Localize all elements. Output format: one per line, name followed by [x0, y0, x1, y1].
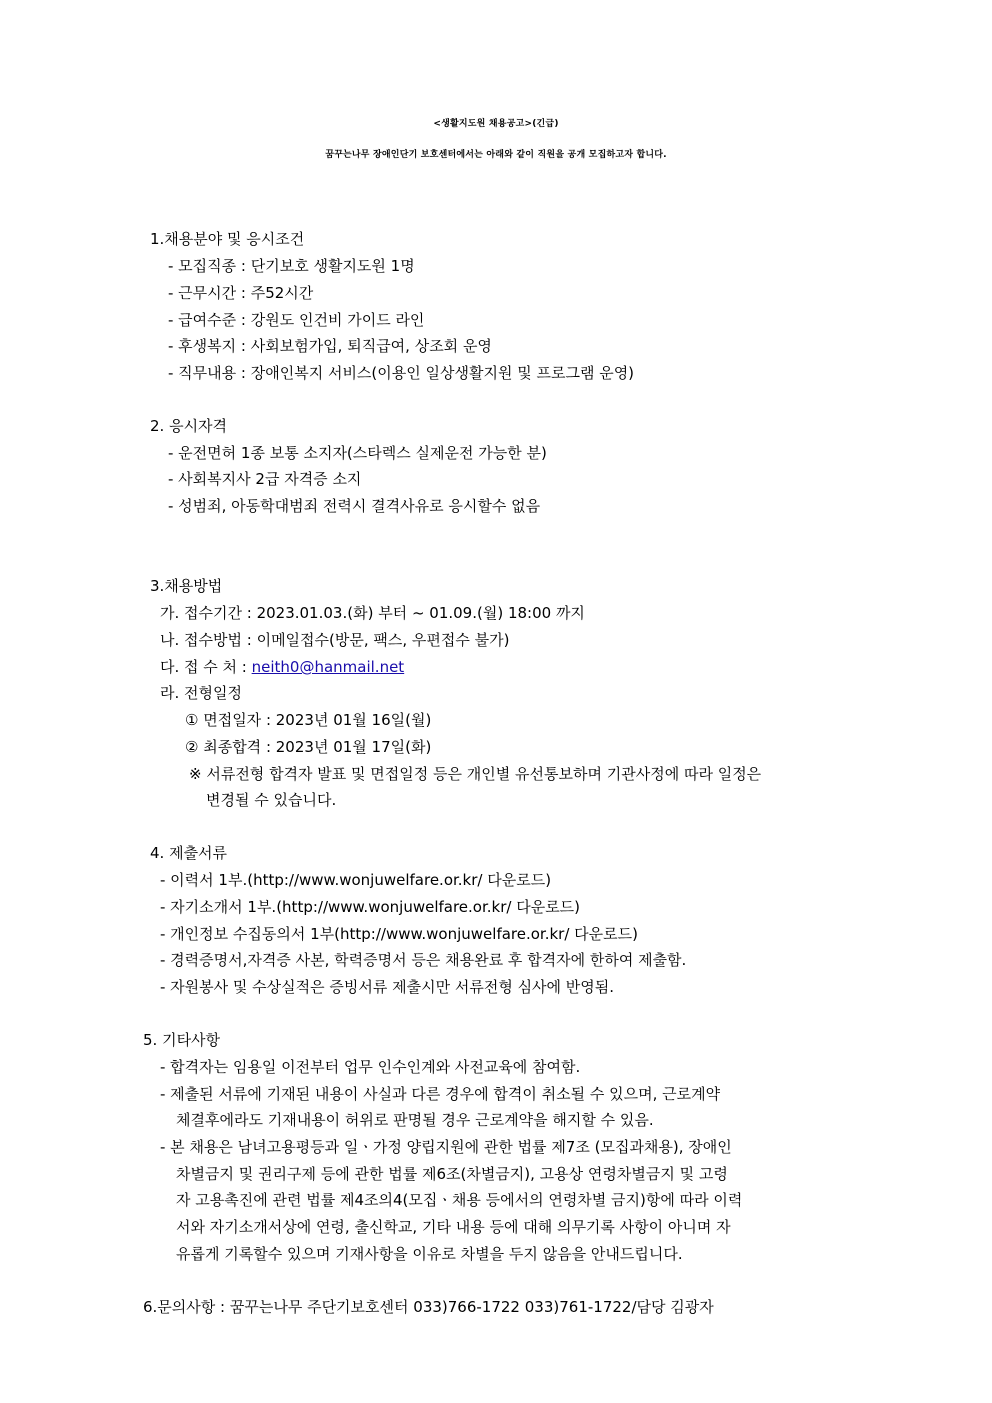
section-5-line: 차별금지 및 권리구제 등에 관한 법률 제6조(차별금지), 고용상 연령차별금지 및 고령	[176, 1165, 728, 1183]
reception-place-label: 다. 접 수 처 :	[160, 658, 252, 676]
section-5-line: - 본 채용은 남녀고용평등과 일ㆍ가정 양립지원에 관한 법률 제7조 (모집과채용), 장애인	[160, 1138, 732, 1156]
reception-method: 나. 접수방법 : 이메일접수(방문, 팩스, 우편접수 불가)	[160, 631, 510, 649]
section-2-item: - 사회복지사 2급 자격증 소지	[168, 470, 362, 488]
contact-info: 6.문의사항 : 꿈꾸는나무 주단기보호센터 033)766-1722 033)761-1722/담당 김광자	[143, 1298, 714, 1316]
section-5-heading: 5. 기타사항	[143, 1031, 221, 1049]
section-4-item: - 자원봉사 및 수상실적은 증빙서류 제출시만 서류전형 심사에 반영됨.	[160, 978, 615, 996]
section-4-item: - 경력증명서,자격증 사본, 학력증명서 등은 채용완료 후 합격자에 한하여 제출함.	[160, 951, 687, 969]
section-5-line: - 합격자는 임용일 이전부터 업무 인수인계와 사전교육에 참여함.	[160, 1058, 581, 1076]
section-5-line: - 제출된 서류에 기재된 내용이 사실과 다른 경우에 합격이 취소될 수 있으며, 근로계약	[160, 1085, 721, 1103]
section-4-item: - 이력서 1부.(http://www.wonjuwelfare.or.kr/ 다운로드)	[160, 871, 552, 889]
email-link[interactable]: neith0@hanmail.net	[251, 658, 405, 676]
reception-period: 가. 접수기간 : 2023.01.03.(화) 부터 ~ 01.09.(월) 18:00 까지	[160, 604, 585, 622]
final-pass-date: ② 최종합격 : 2023년 01월 17일(화)	[185, 738, 432, 756]
section-3-heading: 3.채용방법	[150, 577, 223, 595]
section-1-heading: 1.채용분야 및 응시조건	[150, 230, 305, 248]
selection-schedule: 라. 전형일정	[160, 684, 242, 702]
section-2-item: - 운전면허 1종 보통 소지자(스타렉스 실제운전 가능한 분)	[168, 444, 547, 462]
section-2-heading: 2. 응시자격	[150, 417, 228, 435]
section-1-item: - 근무시간 : 주52시간	[168, 284, 314, 302]
document-title: <생활지도원 채용공고>(긴급)	[433, 119, 559, 129]
schedule-note: ※ 서류전형 합격자 발표 및 면접일정 등은 개인별 유선통보하며 기관사정에 따라 일정은	[189, 765, 762, 783]
document-subtitle: 꿈꾸는나무 장애인단기 보호센터에서는 아래와 같이 직원을 공개 모집하고자 합니다.	[325, 150, 667, 160]
section-4-item: - 자기소개서 1부.(http://www.wonjuwelfare.or.kr/ 다운로드)	[160, 898, 581, 916]
section-1-item: - 직무내용 : 장애인복지 서비스(이용인 일상생활지원 및 프로그램 운영)	[168, 364, 635, 382]
section-4-item: - 개인정보 수집동의서 1부(http://www.wonjuwelfare.or.kr/ 다운로드)	[160, 925, 638, 943]
section-5-line: 체결후에라도 기재내용이 허위로 판명될 경우 근로계약을 해지할 수 있음.	[176, 1111, 654, 1129]
schedule-note-continued: 변경될 수 있습니다.	[206, 791, 337, 809]
section-5-line: 자 고용촉진에 관련 법률 제4조의4(모집ㆍ채용 등에서의 연령차별 금지)항에 따라 이력	[176, 1191, 743, 1209]
interview-date: ① 면접일자 : 2023년 01월 16일(월)	[185, 711, 432, 729]
section-1-item: - 급여수준 : 강원도 인건비 가이드 라인	[168, 311, 425, 329]
section-2-item: - 성범죄, 아동학대범죄 전력시 결격사유로 응시할수 없음	[168, 497, 541, 515]
reception-place	[160, 657, 404, 677]
section-1-item: - 모집직종 : 단기보호 생활지도원 1명	[168, 257, 415, 275]
section-5-line: 유롭게 기록할수 있으며 기재사항을 이유로 차별을 두지 않음을 안내드립니다.	[176, 1245, 683, 1263]
section-5-line: 서와 자기소개서상에 연령, 출신학교, 기타 내용 등에 대해 의무기록 사항이 아니며 자	[176, 1218, 731, 1236]
section-4-heading: 4. 제출서류	[150, 844, 228, 862]
section-1-item: - 후생복지 : 사회보험가입, 퇴직급여, 상조회 운영	[168, 337, 492, 355]
